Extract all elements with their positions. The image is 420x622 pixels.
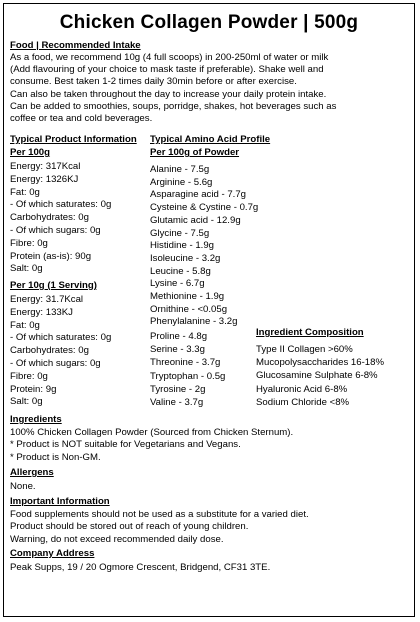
ingredients-line: * Product is Non-GM. — [10, 451, 101, 463]
per100-row: Salt: 0g — [10, 263, 43, 275]
food-line: Can also be taken throughout the day to increase your daily protein intake. — [10, 88, 327, 100]
per100-row: Energy: 317Kcal — [10, 161, 81, 172]
composition-row: Hyaluronic Acid 6-8% — [256, 383, 348, 395]
amino-row: Glycine - 7.5g — [150, 227, 210, 239]
per10-row: Protein: 9g — [10, 383, 57, 395]
composition-row: Type II Collagen >60% — [256, 344, 353, 355]
per100-row: - Of which saturates: 0g — [10, 199, 112, 211]
amino-row: Proline - 4.8g — [150, 331, 208, 342]
amino-row: Threonine - 3.7g — [150, 357, 221, 369]
amino-row: Serine - 3.3g — [150, 344, 205, 356]
amino-row: Tyrosine - 2g — [150, 383, 206, 395]
per10-row: Salt: 0g — [10, 396, 43, 408]
composition-row: Sodium Chloride <8% — [256, 396, 350, 408]
amino-subheading: Per 100g of Powder — [150, 147, 240, 158]
company-heading: Company Address — [10, 548, 95, 559]
per100-heading: Per 100g — [10, 147, 51, 158]
per10-row: - Of which saturates: 0g — [10, 332, 112, 344]
per10-row: Fibre: 0g — [10, 370, 48, 382]
ingredients-line: 100% Chicken Collagen Powder (Sourced from Chicken Sternum). — [10, 427, 294, 438]
per100-row: Fibre: 0g — [10, 237, 48, 249]
important-line: Product should be stored out of reach of young children. — [10, 521, 249, 533]
per100-row: - Of which sugars: 0g — [10, 225, 101, 236]
amino-row: Lysine - 6.7g — [150, 278, 205, 290]
important-heading: Important Information — [10, 496, 110, 507]
allergens-line: None. — [10, 481, 36, 492]
amino-row: Tryptophan - 0.5g — [150, 370, 226, 382]
per10-row: Carbohydrates: 0g — [10, 345, 89, 357]
composition-heading: Ingredient Composition — [256, 327, 364, 338]
per10-heading: Per 10g (1 Serving) — [10, 280, 97, 291]
amino-heading: Typical Amino Acid Profile — [150, 134, 271, 145]
amino-row: Valine - 3.7g — [150, 397, 204, 408]
per10-row: - Of which sugars: 0g — [10, 358, 101, 369]
food-line: consume. Best taken 1-2 times daily 30min before or after exercise. — [10, 76, 297, 88]
product-title: Chicken Collagen Powder | 500g — [59, 12, 359, 33]
allergens-heading: Allergens — [10, 467, 54, 478]
amino-row: Leucine - 5.8g — [150, 265, 211, 277]
amino-row: Phenylalanine - 3.2g — [150, 316, 238, 328]
per10-row: Energy: 133KJ — [10, 306, 73, 318]
amino-row: Histidine - 1.9g — [150, 240, 214, 252]
amino-row: Methionine - 1.9g — [150, 291, 225, 302]
food-line: coffee or tea and cold beverages. — [10, 113, 153, 124]
food-line: As a food, we recommend 10g (4 full scoops) in 200-250ml of water or milk — [10, 52, 329, 63]
amino-row: Alanine - 7.5g — [150, 164, 210, 175]
amino-row: Cysteine & Cystine - 0.7g — [150, 202, 259, 214]
food-line: Can be added to smoothies, soups, porridge, shakes, hot beverages such as — [10, 100, 337, 112]
per100-row: Protein (as-is): 90g — [10, 250, 92, 262]
per100-row: Fat: 0g — [10, 186, 40, 198]
composition-row: Mucopolysaccharides 16-18% — [256, 357, 384, 369]
ingredients-heading: Ingredients — [10, 414, 62, 425]
amino-row: Isoleucine - 3.2g — [150, 252, 221, 264]
amino-row: Asparagine acid - 7.7g — [150, 189, 246, 201]
ingredients-line: * Product is NOT suitable for Vegetarians and Vegans. — [10, 439, 241, 451]
food-heading: Food | Recommended Intake — [10, 40, 141, 51]
per100-row: Carbohydrates: 0g — [10, 212, 89, 224]
amino-row: Glutamic acid - 12.9g — [150, 214, 241, 226]
per10-row: Energy: 31.7Kcal — [10, 294, 84, 305]
composition-row: Glucosamine Sulphate 6-8% — [256, 370, 378, 382]
per100-row: Energy: 1326KJ — [10, 173, 79, 185]
food-line: (Add flavouring of your choice to mask taste if preferable). Shake well and — [10, 64, 324, 76]
important-line: Food supplements should not be used as a substitute for a varied diet. — [10, 509, 309, 520]
company-line: Peak Supps, 19 / 20 Ogmore Crescent, Bridgend, CF31 3TE. — [10, 562, 271, 573]
nutrition-heading: Typical Product Information — [10, 134, 137, 145]
per10-row: Fat: 0g — [10, 319, 40, 331]
amino-row: Ornithine - <0.05g — [150, 303, 228, 315]
product-label — [3, 3, 415, 617]
amino-row: Arginine - 5.6g — [150, 176, 213, 188]
important-line: Warning, do not exceed recommended daily dose. — [10, 533, 224, 545]
